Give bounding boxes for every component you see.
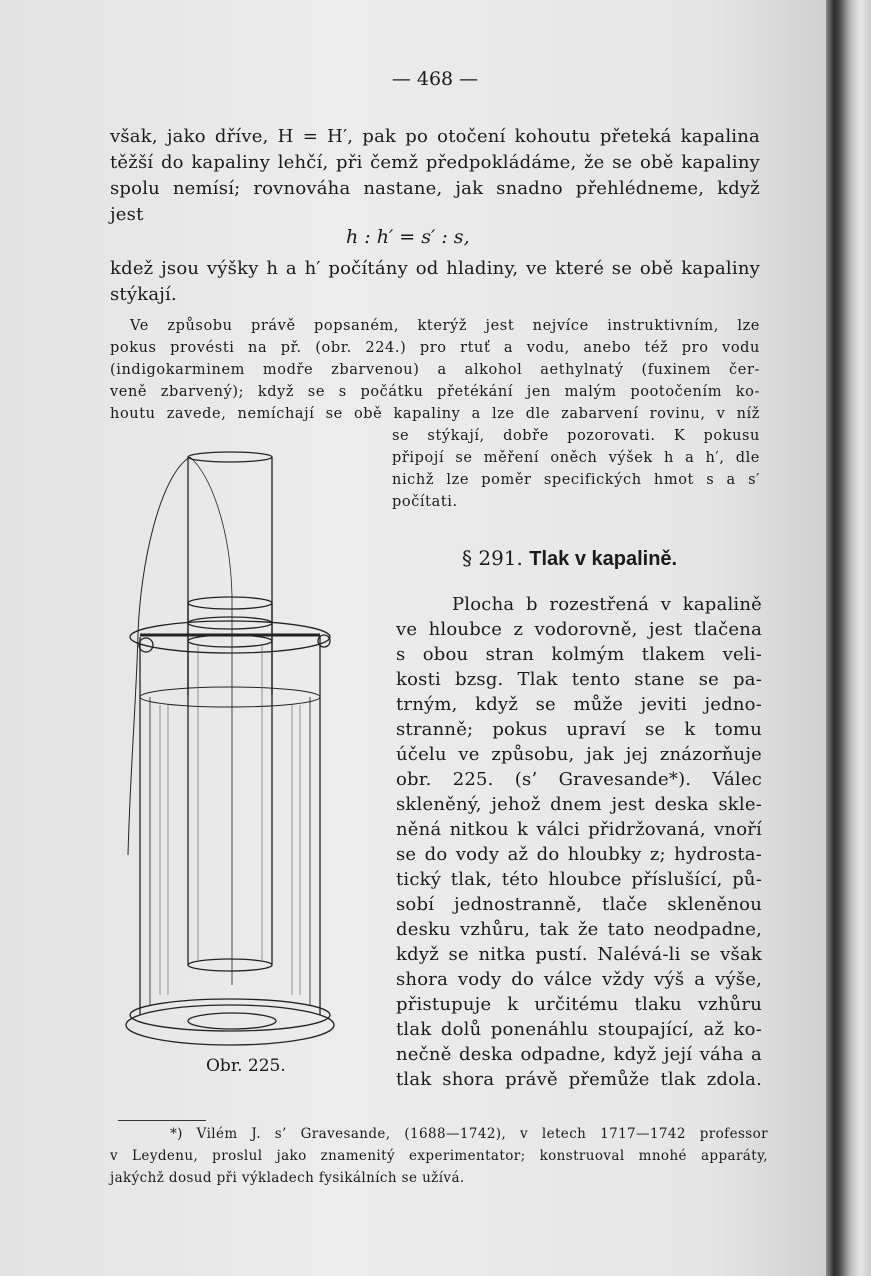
small-print-line: houtu zavede, nemíchají se obě kapaliny a lze dle zabarvení rovinu, v níž xyxy=(110,406,760,422)
paragraph-line: spolu nemísí; rovnováha nastane, jak snadno přehlédneme, když xyxy=(110,178,760,199)
paragraph-line: skleněný, jehož dnem jest deska skle- xyxy=(396,794,762,815)
small-print-line: pokus provésti na př. (obr. 224.) pro rtuť a vodu, anebo též pro vodu xyxy=(110,340,760,356)
small-print-line: nichž lze poměr specifických hmot s a s′ xyxy=(392,472,760,488)
small-print-line: veně zbarvený); když se s počátku přetékání jen malým pootočením ko- xyxy=(110,384,760,400)
paragraph-line: ve hloubce z vodorovně, jest tlačena xyxy=(396,619,762,640)
paragraph-line: však, jako dříve, H = H′, pak po otočení kohoutu přeteká kapalina xyxy=(110,126,760,147)
paragraph-line: účelu ve způsobu, jak jej znázorňuje xyxy=(396,744,762,765)
section-heading xyxy=(462,546,677,571)
small-print-line: (indigokarminem modře zbarvenou) a alkohol aethylnatý (fuxinem čer- xyxy=(110,362,760,378)
paragraph-line: kosti bzsg. Tlak tento stane se pa- xyxy=(396,669,762,690)
section-number: § 291. xyxy=(462,546,523,570)
paragraph-line: těžší do kapaliny lehčí, při čemž předpokládáme, že se obě kapaliny xyxy=(110,152,760,173)
formula: h : h′ = s′ : s, xyxy=(346,226,470,248)
paragraph-line: stranně; pokus upraví se k tomu xyxy=(396,719,762,740)
paragraph-line: stýkají. xyxy=(110,284,177,305)
book-gutter xyxy=(826,0,871,1276)
figure-caption: Obr. 225. xyxy=(206,1056,286,1076)
footnote-line: jakýchž dosud při výkladech fysikálních se užívá. xyxy=(110,1170,465,1186)
small-print-line: Ve způsobu právě popsaném, kterýž jest nejvíce instruktivním, lze xyxy=(130,318,760,334)
paragraph-line: shora vody do válce vždy výš a výše, xyxy=(396,969,762,990)
paragraph-line: nečně deska odpadne, když její váha a xyxy=(396,1044,762,1065)
paragraph-line: se do vody až do hloubky z; hydrosta- xyxy=(396,844,762,865)
section-title: Tlak v kapalině. xyxy=(529,548,678,570)
paragraph-line: Plocha b rozestřená v kapalině xyxy=(452,594,762,615)
paragraph-line: tlak shora právě přemůže tlak zdola. xyxy=(396,1069,762,1090)
paragraph-line: tický tlak, této hloubce příslušící, pů- xyxy=(396,869,762,890)
paragraph-line: desku vzhůru, tak že tato neodpadne, xyxy=(396,919,762,940)
figure-apparatus xyxy=(120,445,350,1060)
paragraph-line: když se nitka pustí. Nalévá-li se však xyxy=(396,944,762,965)
paragraph-line: obr. 225. (s’ Gravesande*). Válec xyxy=(396,769,762,790)
paragraph-line: sobí jednostranně, tlače skleněnou xyxy=(396,894,762,915)
footnote-line: *) Vilém J. s’ Gravesande, (1688—1742), v letech 1717—1742 professor xyxy=(170,1126,768,1142)
footnote-line: v Leydenu, proslul jako znamenitý experimentator; konstruoval mnohé apparáty, xyxy=(110,1148,768,1164)
paragraph-line: trným, když se může jeviti jedno- xyxy=(396,694,762,715)
small-print-line: připojí se měření oněch výšek h a h′, dle xyxy=(392,450,760,466)
paragraph-line: kdež jsou výšky h a h′ počítány od hladiny, ve které se obě kapaliny xyxy=(110,258,760,279)
paragraph-line: jest xyxy=(110,204,144,225)
footnote-rule xyxy=(118,1120,206,1121)
paragraph-line: s obou stran kolmým tlakem veli- xyxy=(396,644,762,665)
paragraph-line: přistupuje k určitému tlaku vzhůru xyxy=(396,994,762,1015)
paragraph-line: něná nitkou k válci přidržovaná, vnoří xyxy=(396,819,762,840)
small-print-line: počítati. xyxy=(392,494,458,510)
small-print-line: se stýkají, dobře pozorovati. K pokusu xyxy=(392,428,760,444)
paragraph-line: tlak dolů ponenáhlu stoupající, až ko- xyxy=(396,1019,762,1040)
page-number: — 468 — xyxy=(391,68,479,90)
apparatus-illustration xyxy=(120,445,350,1060)
